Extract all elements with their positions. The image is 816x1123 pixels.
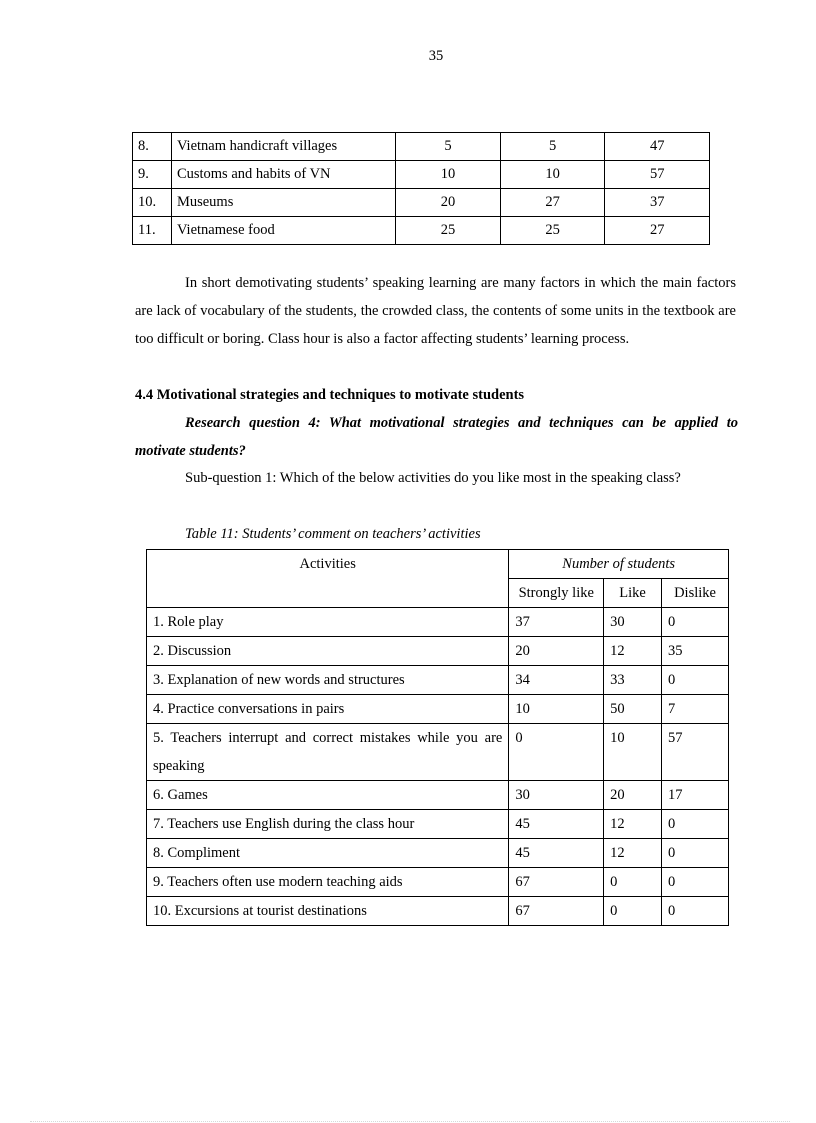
table-row [147, 695, 729, 724]
strongly-like-cell: 0 [509, 724, 604, 781]
header-strongly-like: Strongly like [509, 579, 604, 608]
row-value-1: 25 [396, 217, 501, 245]
dislike-cell: 17 [662, 781, 729, 810]
table-row [147, 724, 729, 781]
row-name: Museums [171, 189, 395, 217]
strongly-like-cell: 30 [509, 781, 604, 810]
row-number: 10. [133, 189, 172, 217]
activities-table [146, 549, 729, 926]
dislike-cell: 0 [662, 666, 729, 695]
table-row [147, 637, 729, 666]
section-heading: 4.4 Motivational strategies and techniques to motivate students [135, 387, 525, 403]
strongly-like-cell: 45 [509, 810, 604, 839]
dislike-cell: 0 [662, 839, 729, 868]
row-value-2: 27 [500, 189, 605, 217]
activity-cell: 4. Practice conversations in pairs [147, 695, 509, 724]
table-row [133, 133, 710, 161]
dislike-cell: 0 [662, 810, 729, 839]
activity-cell: 2. Discussion [147, 637, 509, 666]
table-row [147, 781, 729, 810]
row-value-3: 57 [605, 161, 710, 189]
activity-cell: 5. Teachers interrupt and correct mistakes while you are speaking [147, 724, 509, 781]
row-value-2: 5 [500, 133, 605, 161]
strongly-like-cell: 34 [509, 666, 604, 695]
header-row [147, 550, 729, 579]
row-value-3: 27 [605, 217, 710, 245]
like-cell: 0 [604, 868, 662, 897]
dislike-cell: 0 [662, 608, 729, 637]
research-question: Research question 4: What motivational strategies and techniques can be applied to motivate students? [135, 415, 738, 459]
strongly-like-cell: 37 [509, 608, 604, 637]
dislike-cell: 57 [662, 724, 729, 781]
like-cell: 0 [604, 897, 662, 926]
header-like: Like [604, 579, 662, 608]
table-row [133, 189, 710, 217]
header-activities: Activities [147, 550, 509, 608]
row-value-3: 37 [605, 189, 710, 217]
strongly-like-cell: 67 [509, 868, 604, 897]
activity-cell: 7. Teachers use English during the class hour [147, 810, 509, 839]
activity-cell: 9. Teachers often use modern teaching aids [147, 868, 509, 897]
table-row [147, 839, 729, 868]
table-row [147, 608, 729, 637]
dislike-cell: 0 [662, 897, 729, 926]
page-number: 35 [428, 48, 444, 64]
row-name: Vietnamese food [171, 217, 395, 245]
strongly-like-cell: 20 [509, 637, 604, 666]
table-row [133, 161, 710, 189]
dislike-cell: 0 [662, 868, 729, 897]
dislike-cell: 35 [662, 637, 729, 666]
like-cell: 33 [604, 666, 662, 695]
like-cell: 12 [604, 637, 662, 666]
row-name: Vietnam handicraft villages [171, 133, 395, 161]
row-value-3: 47 [605, 133, 710, 161]
table-row [147, 868, 729, 897]
row-value-2: 10 [500, 161, 605, 189]
row-value-1: 5 [396, 133, 501, 161]
sub-question: Sub-question 1: Which of the below activities do you like most in the speaking class? [185, 470, 681, 486]
activity-cell: 3. Explanation of new words and structures [147, 666, 509, 695]
like-cell: 10 [604, 724, 662, 781]
row-name: Customs and habits of VN [171, 161, 395, 189]
table-row [147, 666, 729, 695]
like-cell: 30 [604, 608, 662, 637]
row-number: 11. [133, 217, 172, 245]
table-row [133, 217, 710, 245]
table-row [147, 810, 729, 839]
strongly-like-cell: 10 [509, 695, 604, 724]
like-cell: 20 [604, 781, 662, 810]
like-cell: 12 [604, 810, 662, 839]
activity-cell: 6. Games [147, 781, 509, 810]
like-cell: 50 [604, 695, 662, 724]
row-number: 8. [133, 133, 172, 161]
table-caption: Table 11: Students’ comment on teachers’ activities [185, 526, 481, 542]
header-number-of-students: Number of students [509, 550, 729, 579]
dislike-cell: 7 [662, 695, 729, 724]
header-dislike: Dislike [662, 579, 729, 608]
activity-cell: 10. Excursions at tourist destinations [147, 897, 509, 926]
strongly-like-cell: 45 [509, 839, 604, 868]
row-value-2: 25 [500, 217, 605, 245]
activity-cell: 8. Compliment [147, 839, 509, 868]
like-cell: 12 [604, 839, 662, 868]
summary-paragraph: In short demotivating students’ speaking learning are many factors in which the main factors are lack of vocabulary of the students, the crowded class, the contents of some units in the textbook are too difficult or boring. Class hour is also a factor affecting students’ learning process. [135, 275, 736, 347]
strongly-like-cell: 67 [509, 897, 604, 926]
row-value-1: 10 [396, 161, 501, 189]
row-number: 9. [133, 161, 172, 189]
table-row [147, 897, 729, 926]
page-bottom-divider [30, 1121, 790, 1122]
activity-cell: 1. Role play [147, 608, 509, 637]
top-table [132, 132, 710, 245]
row-value-1: 20 [396, 189, 501, 217]
